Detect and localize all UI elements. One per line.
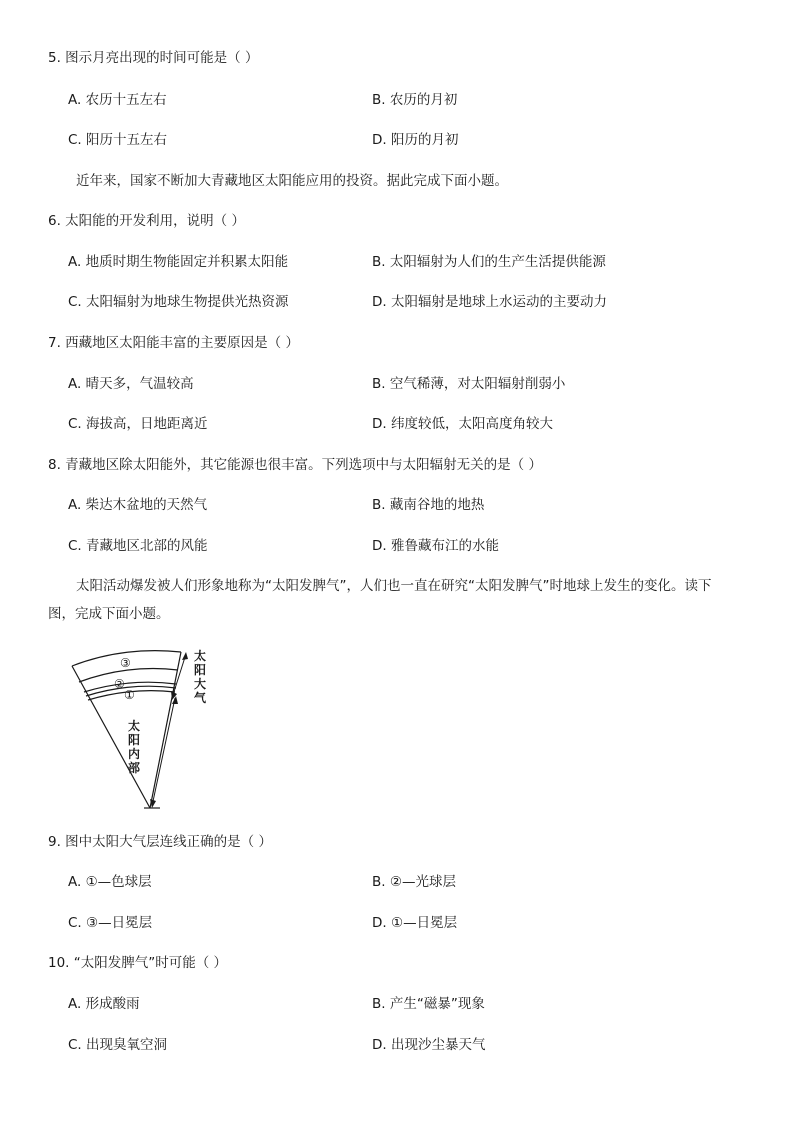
q8-option-b[interactable]: B. 藏南谷地的地热 [372, 497, 485, 513]
q10-option-d[interactable]: D. 出现沙尘暴天气 [372, 1037, 486, 1053]
q5-option-b[interactable]: B. 农历的月初 [372, 92, 458, 108]
q8-stem: 8. 青藏地区除太阳能外，其它能源也很丰富。下列选项中与太阳辐射无关的是（ ） [48, 457, 542, 473]
q7-option-c[interactable]: C. 海拔高，日地距离近 [68, 416, 208, 432]
q8-option-c[interactable]: C. 青藏地区北部的风能 [68, 538, 208, 554]
q6-option-d[interactable]: D. 太阳辐射是地球上水运动的主要动力 [372, 294, 607, 310]
q9-option-c[interactable]: C. ③—日冕层 [68, 915, 153, 931]
q5-stem: 5. 图示月亮出现的时间可能是（ ） [48, 50, 259, 66]
q10-option-a[interactable]: A. 形成酸雨 [68, 996, 140, 1012]
diagram-atmosphere-label-char-2: 阳 [194, 663, 207, 677]
diagram-interior-label-char-1: 太 [128, 719, 141, 733]
diagram-interior-label-char-4: 部 [128, 761, 141, 775]
q6-option-c[interactable]: C. 太阳辐射为地球生物提供光热资源 [68, 294, 289, 310]
intro-paragraph-1: 近年来，国家不断加大青藏地区太阳能应用的投资。据此完成下面小题。 [76, 173, 508, 189]
q7-option-b[interactable]: B. 空气稀薄，对太阳辐射削弱小 [372, 376, 566, 392]
diagram-layer-2-label: ② [114, 677, 125, 691]
diagram-layer-3-label: ③ [120, 656, 131, 670]
intro-paragraph-2-line-1: 太阳活动爆发被人们形象地称为“太阳发脾气”，人们也一直在研究“太阳发脾气”时地球上发生的变化。读下 [76, 578, 712, 594]
q10-option-b[interactable]: B. 产生“磁暴”现象 [372, 996, 485, 1012]
q5-option-c[interactable]: C. 阳历十五左右 [68, 132, 168, 148]
q9-stem: 9. 图中太阳大气层连线正确的是（ ） [48, 834, 272, 850]
q7-option-d[interactable]: D. 纬度较低，太阳高度角较大 [372, 416, 553, 432]
q8-option-a[interactable]: A. 柴达木盆地的天然气 [68, 497, 208, 513]
diagram-layer-1-label: ① [124, 688, 135, 702]
q6-stem: 6. 太阳能的开发利用，说明（ ） [48, 213, 245, 229]
diagram-interior-label-char-3: 内 [128, 747, 141, 761]
q6-option-b[interactable]: B. 太阳辐射为人们的生产生活提供能源 [372, 254, 606, 270]
diagram-atmosphere-label-char-3: 大 [194, 677, 207, 691]
q10-stem: 10. “太阳发脾气”时可能（ ） [48, 955, 228, 971]
q7-option-a[interactable]: A. 晴天多，气温较高 [68, 376, 194, 392]
q10-option-c[interactable]: C. 出现臭氧空洞 [68, 1037, 168, 1053]
intro-paragraph-2-line-2: 图，完成下面小题。 [48, 606, 170, 622]
q6-option-a[interactable]: A. 地质时期生物能固定并积累太阳能 [68, 254, 289, 270]
q5-option-a[interactable]: A. 农历十五左右 [68, 92, 167, 108]
diagram-atmosphere-label-char-4: 气 [194, 691, 207, 705]
q9-option-b[interactable]: B. ②—光球层 [372, 874, 456, 890]
q9-option-d[interactable]: D. ①—日冕层 [372, 915, 458, 931]
q8-option-d[interactable]: D. 雅鲁藏布江的水能 [372, 538, 499, 554]
q9-option-a[interactable]: A. ①—色球层 [68, 874, 152, 890]
diagram-atmosphere-label-char-1: 太 [194, 649, 207, 663]
sun-structure-diagram [64, 644, 224, 814]
q7-stem: 7. 西藏地区太阳能丰富的主要原因是（ ） [48, 335, 299, 351]
diagram-interior-label-char-2: 阳 [128, 733, 141, 747]
q5-option-d[interactable]: D. 阳历的月初 [372, 132, 459, 148]
